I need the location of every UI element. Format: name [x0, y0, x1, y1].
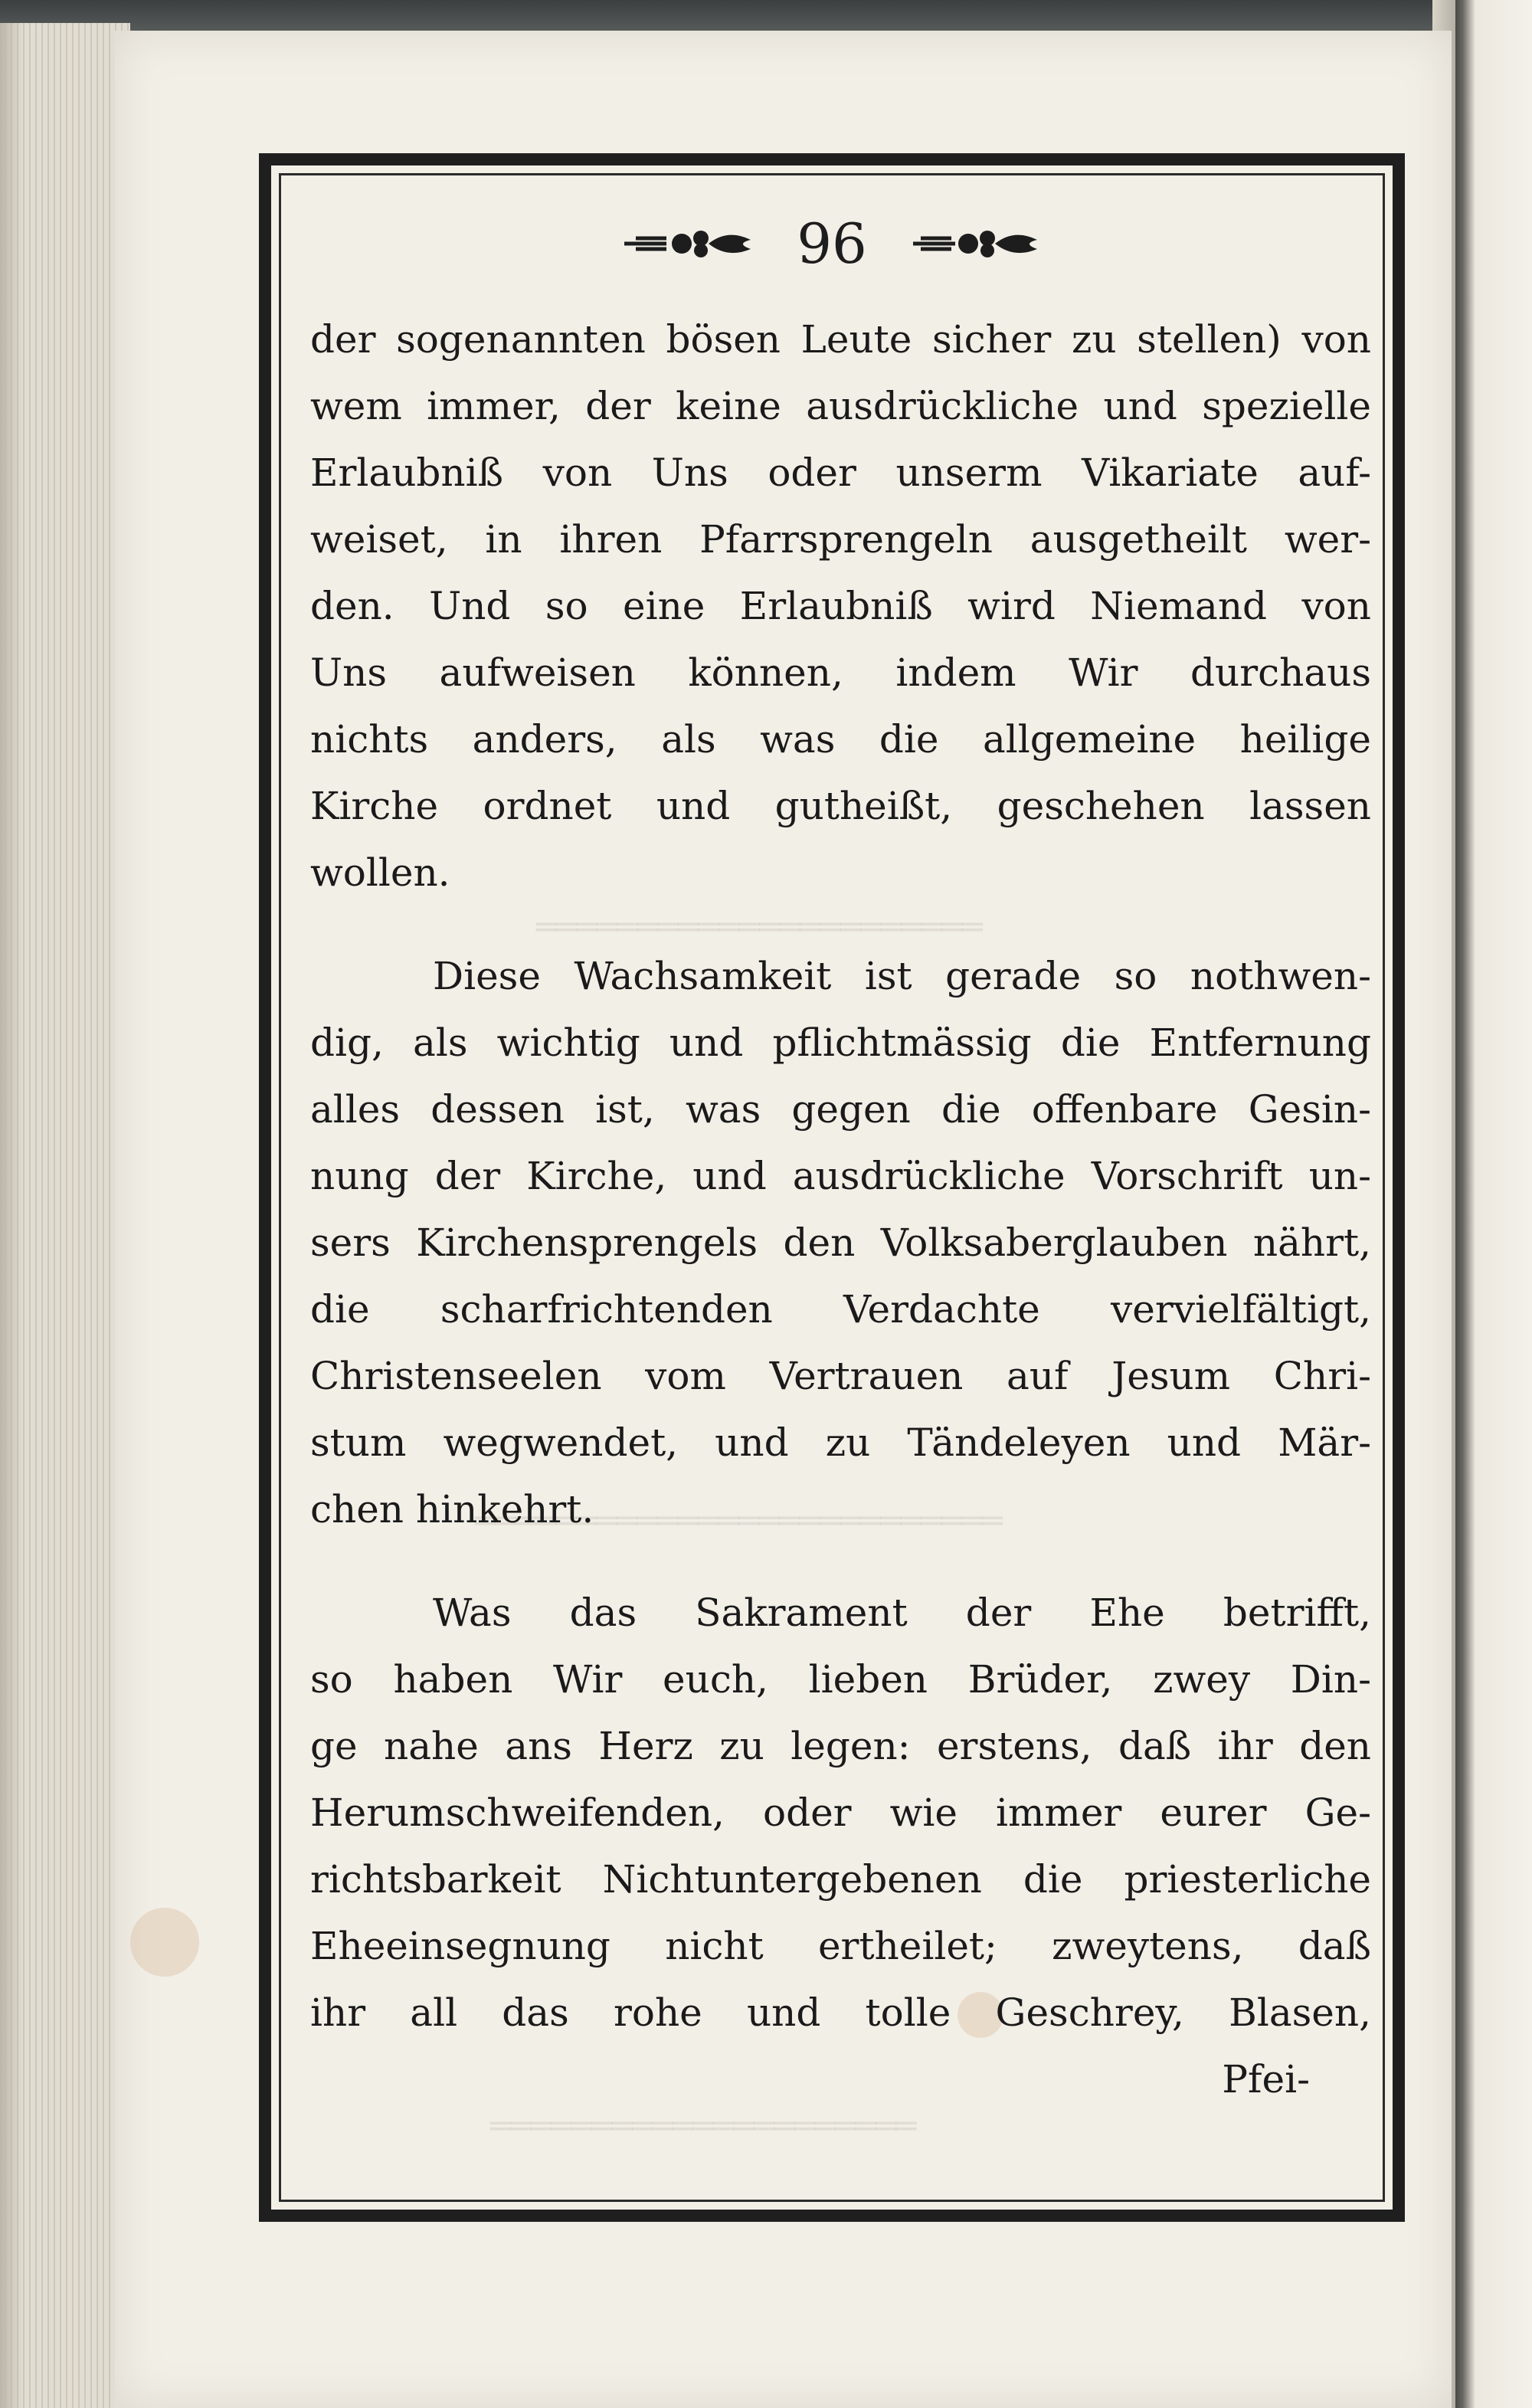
bleed-through-text: ══════════════════════════: [475, 1502, 1003, 1541]
text-line: Diese Wachsamkeit ist gerade so nothwen-: [433, 954, 1371, 998]
facing-page-edge: [1455, 0, 1532, 2408]
text-line: weiset, in ihren Pfarrsprengeln ausgetheilt wer-: [310, 517, 1371, 562]
bleed-through-text: ══════════════════════: [536, 908, 983, 947]
text-line: Erlaubniß von Uns oder unserm Vikariate auf-: [310, 450, 1371, 495]
body-text: [310, 306, 1371, 2113]
text-line: wem immer, der keine ausdrückliche und spezielle: [310, 384, 1371, 428]
text-line: den. Und so eine Erlaubniß wird Niemand von: [310, 584, 1371, 628]
bleed-through-text: ═════════════════════: [490, 2107, 917, 2146]
text-line: ihr all das rohe und tolle Geschrey, Blasen,: [310, 1990, 1371, 2035]
paragraph-spacer: [310, 1543, 1371, 1580]
text-line: richtsbarkeit Nichtuntergebenen die priesterliche: [310, 1857, 1371, 1902]
text-line: ge nahe ans Herz zu legen: erstens, daß ihr den: [310, 1724, 1371, 1768]
text-line: Kirche ordnet und gutheißt, geschehen lassen: [310, 784, 1371, 828]
text-line: chen hinkehrt.: [310, 1487, 594, 1532]
text-line: nung der Kirche, und ausdrückliche Vorschrift un-: [310, 1154, 1371, 1198]
text-line: wollen.: [310, 850, 450, 895]
page-number: 96: [797, 211, 867, 276]
page-edges-left: [0, 23, 130, 2408]
fleuron-ornament-left-icon: [620, 224, 758, 263]
text-line: Uns aufweisen können, indem Wir durchaus: [310, 650, 1371, 695]
text-line: der sogenannten bösen Leute sicher zu stellen) von: [310, 317, 1371, 362]
foxing-spot: [130, 1908, 199, 1977]
text-line: die scharfrichtenden Verdachte vervielfältigt,: [310, 1287, 1371, 1332]
page-header: [259, 205, 1405, 282]
paragraph-3: [310, 1580, 1371, 2046]
text-line: nichts anders, als was die allgemeine heilige: [310, 717, 1371, 762]
catchword: Pfei-: [1222, 2057, 1310, 2102]
text-line: Herumschweifenden, oder wie immer eurer Ge-: [310, 1790, 1371, 1835]
paragraph-2: [310, 943, 1371, 1543]
text-line: dig, als wichtig und pflichtmässig die Entfernung: [310, 1021, 1371, 1065]
text-line: Christenseelen vom Vertrauen auf Jesum Chri-: [310, 1354, 1371, 1398]
fleuron-ornament-right-icon: [905, 224, 1043, 263]
text-line: alles dessen ist, was gegen die offenbare Gesin-: [310, 1087, 1371, 1132]
text-line: so haben Wir euch, lieben Brüder, zwey Din-: [310, 1657, 1371, 1702]
paragraph-1: [310, 306, 1371, 906]
text-line: Was das Sakrament der Ehe betrifft,: [433, 1591, 1371, 1635]
paragraph-spacer: [310, 906, 1371, 943]
text-line: Eheeinsegnung nicht ertheilet; zweytens, daß: [310, 1924, 1371, 1968]
text-line: sers Kirchensprengels den Volksaberglauben nährt,: [310, 1220, 1371, 1265]
text-line: stum wegwendet, und zu Tändeleyen und Mär-: [310, 1420, 1371, 1465]
